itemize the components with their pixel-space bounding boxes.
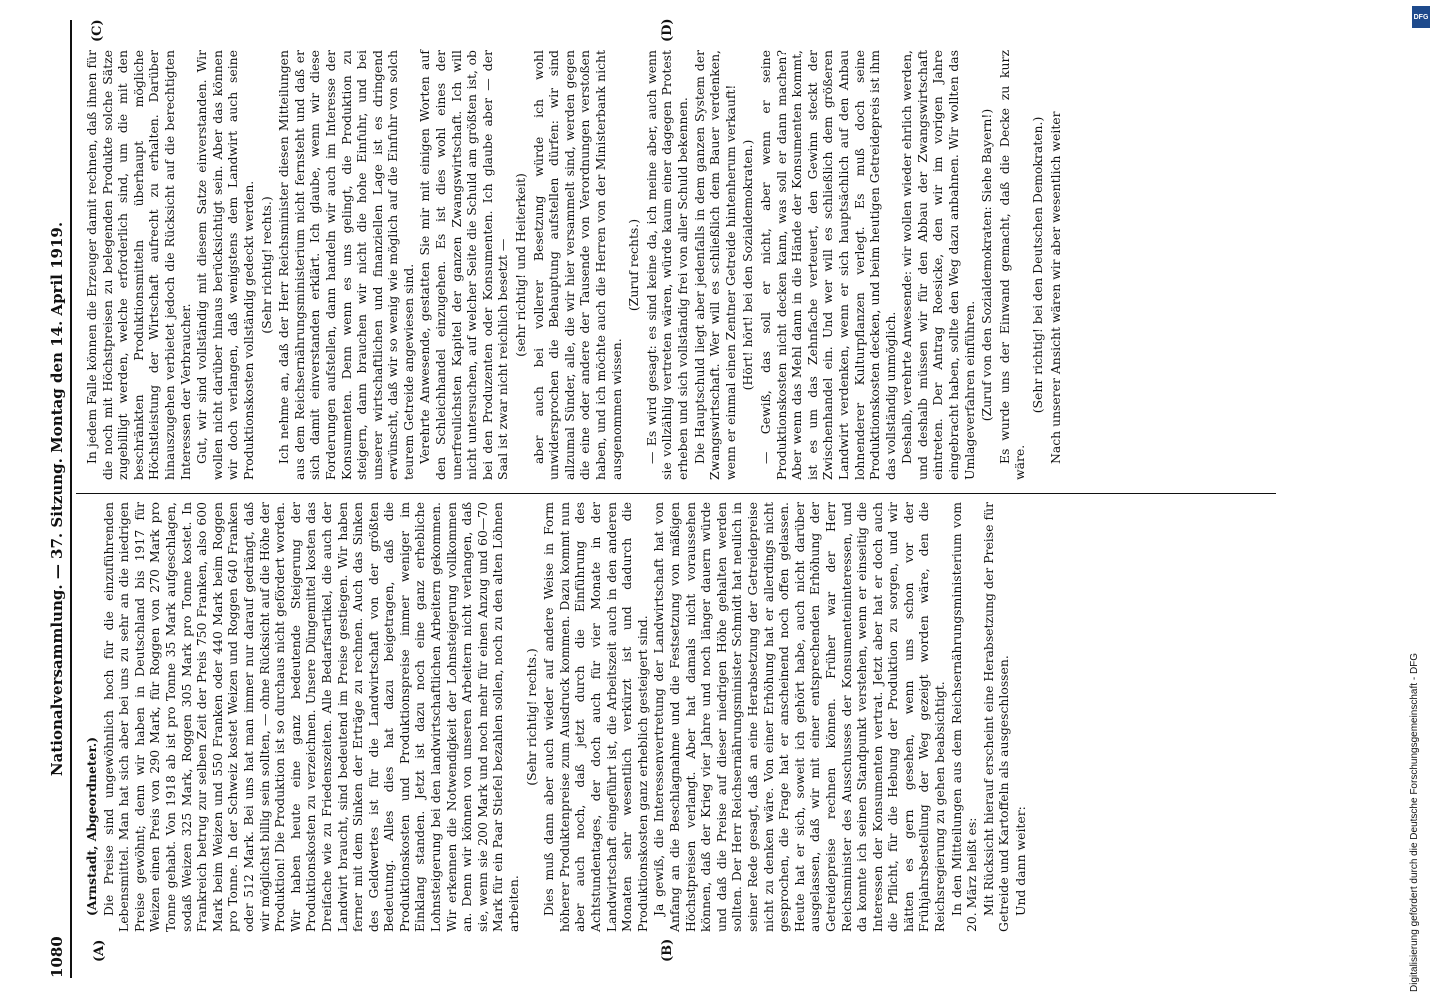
paragraph: — Es wird gesagt: es sind keine da, ich meine aber, auch wenn sie vollzählig vertreten wären, würde kaum einer dagegen Protest erheben und sich vollständig frei von aller Schuld bekennen.	[643, 50, 690, 480]
paragraph: Mit Rücksicht hierauf erscheint eine Herabsetzung der Preise für Getreide und Kartoffeln als ausgeschlossen.	[980, 502, 1012, 932]
dfg-logo-text: DFG	[1413, 13, 1429, 21]
paragraph: aber auch bei vollerer Besetzung würde ich wohl unwidersprochen die Behauptung aufstellen dürfen: wir sind allzumal Sünder, alle, die wir hier versammelt sind, werden gegen die eine oder andere der Tausende von Verordnungen verstoßen haben, und ich möchte auch die Herren von der Ministerbank nicht ausgenommen wissen.	[530, 50, 624, 480]
paragraph: — Gewiß, das soll er nicht, aber wenn er seine Produktionskosten nicht decken kann, was soll er dann machen? Aber wenn das Mehl dann in die Hände der Konsumenten kommt, ist es um das Zehnfache verteuert, den Gewinn steckt der Zwischenhandel ein. Und wer will es schließlich dem größeren Landwirt verdenken, wenn er sich hauptsächlich auf den Anbau lohnenderer Kulturpflanzen verlegt. Es muß doch seine Produktionskosten decken, und beim heutigen Getreidepreis ist ihm das vollständig unmöglich.	[757, 50, 898, 480]
margin-mark-b: (B)	[660, 938, 675, 962]
interjection: (Zuruf von den Sozialdemokraten: Siehe Bayern!)	[979, 108, 995, 422]
paragraph: Die Preise sind ungewöhnlich hoch für die einzuführenden Lebensmittel. Man hat sich aber bei uns zu sehr an die niedrigen Preise gewöhnt; denn wir haben in Deutschland bis 1917 für Weizen einen Preis von 290 Mark, für Roggen von 270 Mark pro Tonne gehabt. Von 1918 ab ist pro Tonne 35 Mark aufgeschlagen, sodaß Weizen 325 Mark, Roggen 305 Mark pro Tonne kostet. In Frankreich betrug zur selben Zeit der Preis 750 Franken, also 600 Mark beim Weizen und 550 Franken oder 440 Mark beim Roggen pro Tonne. In der Schweiz kostet Weizen und Roggen 640 Franken oder 512 Mark. Bei uns hat man immer nur darauf gedrängt, daß wir möglichst billig sein sollten, — ohne Rücksicht auf die Höhe der Produktion! Die Produktion ist so durchaus nicht gefördert worden. Wir haben heute eine ganz bedeutende Steigerung der Produktionskosten zu verzeichnen. Unsere Düngemittel kosten das Dreifache wie zu Friedenszeiten. Alle Bedarfsartikel, die auch der Landwirt braucht, sind bedeutend im Preise gestiegen. Wir haben ferner mit dem Sinken der Erträge zu rechnen. Auch das Sinken des Geldwertes ist für die Landwirtschaft von der größten Bedeutung. Alles dies hat dazu beigetragen, daß die Produktionskosten und Produktionspreise immer weniger im Einklang standen. Jetzt ist dazu noch eine ganz erhebliche Lohnsteigerung bei den landwirtschaftlichen Arbeitern gekommen. Wir erkennen die Notwendigkeit der Lohnsteigerung vollkommen an. Denn wir können von unseren Arbeitern nicht verlangen, daß sie, wenn sie 200 Mark und noch mehr für einen Anzug und 60—70 Mark für ein Paar Stiefel bezahlen sollen, noch zu den alten Löhnen arbeiten.	[100, 502, 522, 932]
paragraph: Und dann weiter:	[1013, 806, 1029, 916]
interjection: (Hört! hört! bei den Sozialdemokraten.)	[740, 139, 756, 391]
paragraph: Es wurde uns der Einwand gemacht, daß die Decke zu kurz wäre.	[996, 50, 1028, 480]
interjection: (Sehr richtig! rechts.)	[523, 648, 539, 786]
paragraph: Verehrte Anwesende, gestatten Sie mir mit einigen Worten auf den Schleichhandel einzugehen. Es ist dies wohl eines der unerfreulichsten Kapitel der ganzen Zwangswirtschaft. Ich will nicht untersuchen, auf welcher Seite die Schuld am größten ist, ob bei den Produzenten oder Konsumenten. Ich glaube aber — der Saal ist zwar nicht reichlich besetzt —	[417, 50, 511, 480]
paragraph: Dies muß dann aber auch wieder auf andere Weise in Form höherer Produktenpreise zum Ausdruck kommen. Dazu kommt nun aber auch noch, daß jetzt durch die Einführung des Achtstundentages, der doch auch für vier Monate in der Landwirtschaft eingeführt ist, die Arbeitszeit auch in den anderen Monaten sehr wesentlich verkürzt ist und dadurch die Produktionskosten ganz erheblich gesteigert sind.	[541, 502, 650, 932]
margin-mark-d: (D)	[660, 18, 675, 42]
paragraph: Gut, wir sind vollständig mit diesem Satze einverstanden. Wir wollen nicht darüber hinaus berücksichtigt sein. Aber das können wir doch verlangen, daß wenigstens dem Landwirt auch seine Produktionskosten vollständig gedeckt werden.	[194, 50, 256, 480]
paragraph: Ja gewiß, die Interessenvertretung der Landwirtschaft hat von Anfang an die Beschlagnahme und die Festsetzung von mäßigen Höchstpreisen verlangt. Aber hat damals nicht voraussehen können, daß der Krieg vier Jahre und noch länger dauern würde und daß die Preise auf dieser niedrigen Höhe gehalten werden sollten. Der Herr Reichsernährungsminister Schmidt hat neulich in seiner Rede gesagt, daß an eine Herabsetzung der Getreidepreise nicht zu denken wäre. Von einer Erhöhung hat er allerdings nicht gesprochen, die Frage hat er anscheinend noch offen gelassen. Heute hat er sich, soweit ich gehört habe, auch nicht darüber ausgelassen, daß wir mit einer entsprechenden Erhöhung der Getreidepreise rechnen können. Früher war der Herr Reichsminister des Ausschusses der Konsumenteninteressen, und da konnte ich seinen Standpunkt verstehen, wenn er einseitig die Interessen der Konsumenten vertrat. Jetzt aber hat er doch auch die Pflicht, für die Hebung der Produktion zu sorgen, und wir hätten es gern gesehen, wenn uns schon vor der Frühjahrsbestellung der Weg gezeigt worden wäre, den die Reichsregierung zu gehen beabsichtigt.	[651, 502, 948, 932]
interjection: (Sehr richtig! bei den Deutschen Demokraten.)	[1030, 116, 1046, 414]
paragraph: Nach unserer Ansicht wären wir aber wesentlich weiter	[1047, 111, 1063, 464]
margin-mark-c: (C)	[90, 19, 105, 42]
paragraph: In jedem Falle können die Erzeuger damit rechnen, daß ihnen für die noch mit Höchstpreisen zu belegenden Produkte solche Sätze zugebilligt werden, welche erforderlich sind, um die mit den beschränkten Produktionsmitteln überhaupt mögliche Höchstleistung der Wirtschaft aufrecht zu erhalten. Darüber hinauszugehen verbietet jedoch die Rücksicht auf die berechtigten Interessen der Verbraucher.	[84, 50, 193, 480]
speaker-label: (Arnstadt, Abgeordneter.)	[84, 736, 99, 916]
interjection: (Zuruf rechts.)	[626, 218, 642, 312]
paragraph: Ich nehme an, daß der Herr Reichsminister diesen Mitteilungen aus dem Reichsernährungsministerium nicht fernsteht und daß er sich damit einverstanden erklärt. Ich glaube, wenn wir diese Forderungen aufstellen, dann handeln wir auch im Interesse der Konsumenten. Denn wenn es uns gelingt, die Produktion zu steigern, dann brauchen wir nicht die hohe Einfuhr, und bei unserer wirtschaftlichen und finanziellen Lage ist es dringend erwünscht, daß wir so wenig wie möglich auf die Einfuhr von solch teurem Getreide angewiesen sind.	[276, 50, 416, 480]
column-divider	[76, 493, 1276, 494]
margin-mark-a: (A)	[92, 939, 107, 962]
credit-text: Digitalisierung gefördert durch die Deutsche Forschungsgemeinschaft - DFG	[1409, 652, 1420, 992]
interjection: (sehr richtig! und Heiterkeit)	[513, 173, 529, 357]
digitization-credit	[1409, 8, 1423, 992]
left-column	[84, 502, 1029, 932]
paragraph: Deshalb, verehrte Anwesende: wir wollen wieder ehrlich werden, und deshalb müssen wir für den Abbau der Zwangswirtschaft eintreten. Der Antrag Roesicke, den wir im vorigen Jahre eingebracht haben, sollte den Weg dazu anbahnen. Wir wollten das Umlageverfahren einführen.	[899, 50, 977, 480]
right-column	[84, 50, 1274, 480]
page-title: Nationalversammlung. — 37. Sitzung. Montag den 14. April 1919.	[48, 221, 66, 777]
paragraph: Die Hauptschuld liegt aber jedenfalls in dem ganzen System der Zwangswirtschaft. Wer will es schließlich dem Bauer verdenken, wenn er einmal einen Zentner Getreide hintenherum verkauft!	[691, 50, 738, 480]
paragraph: In den Mitteilungen aus dem Reichsernährungsministerium vom 20. März heißt es:	[948, 502, 980, 932]
page-header	[40, 20, 72, 978]
interjection: (Sehr richtig! rechts.)	[258, 196, 274, 334]
page-number: 1080	[48, 936, 66, 978]
